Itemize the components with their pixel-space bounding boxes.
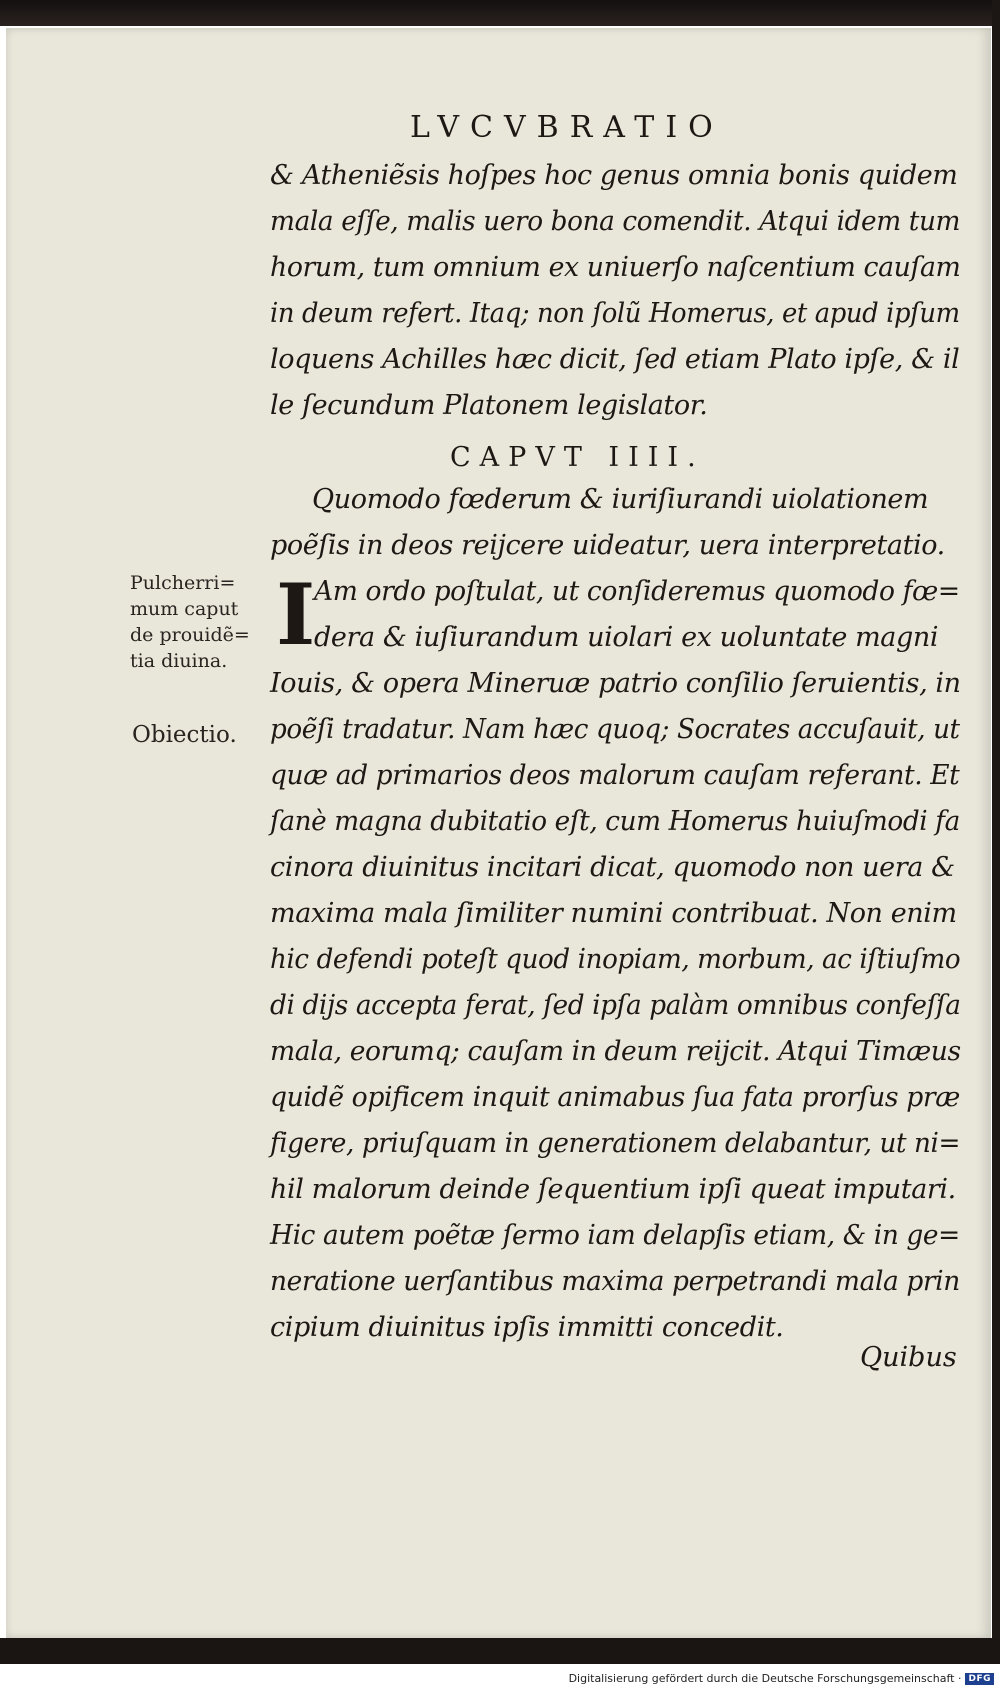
chapter-heading: CAPVT IIII. [450,442,705,473]
footer-text: Digitalisierung gefördert durch die Deutsche Forschungsgemeinschaft · [568,1672,962,1685]
text-line: loquens Achilles hæc dicit, ſed etiam Plato ipſe, & il [270,344,960,375]
margin-note-line: mum caput [130,598,239,620]
text-line: hil malorum deinde ſequentium ipſi queat imputari. [270,1174,956,1205]
text-line: di dijs accepta ferat, ſed ipſa palàm omnibus confeſſa [270,990,961,1021]
text-line: Iouis, & opera Mineruæ patrio conſilio ſeruientis, in [270,668,961,699]
text-line: mala, eorumq; cauſam in deum reijcit. Atqui Timæus [270,1036,961,1067]
text-line: neratione uerſantibus maxima perpetrandi mala prin [270,1266,960,1297]
drop-cap: I [276,565,316,664]
text-line: quidẽ opificem inquit animabus ſua fata prorſus præ [270,1082,960,1113]
text-line: maxima mala ſimiliter numini contribuat. Non enim [270,898,957,929]
text-line: figere, priuſquam in generationem delabantur, ut ni= [270,1128,961,1159]
dfg-logo: DFG [965,1673,994,1685]
margin-note-line: de prouidẽ= [130,624,250,646]
scan-bottom-border [0,1638,1000,1664]
chapter-summary-line: poẽſis in deos reijcere uideatur, uera interpretatio. [270,530,945,561]
text-line: ſanè magna dubitatio eſt, cum Homerus huiuſmodi fa [270,806,960,837]
text-line: & Atheniẽsis hoſpes hoc genus omnia bonis quidem [270,160,958,191]
text-line: in deum refert. Itaq; non ſolũ Homerus, et apud ipſum [270,298,960,329]
catchword: Quibus [860,1342,957,1373]
text-line: hic defendi poteſt quod inopiam, morbum, ac iſtiuſmo [270,944,961,975]
text-line: cinora diuinitus incitari dicat, quomodo non uera & [270,852,955,883]
digitization-footer [569,1672,994,1685]
text-line: le ſecundum Platonem legislator. [270,390,708,421]
text-line: quæ ad primarios deos malorum cauſam referant. Et [270,760,960,791]
text-line: Am ordo poſtulat, ut conſideremus quomodo fœ= [314,576,960,607]
text-line: Hic autem poẽtæ ſermo iam delapſis etiam, & in ge= [270,1220,960,1251]
margin-note-line: tia diuina. [130,650,228,672]
chapter-summary-line: Quomodo fœderum & iuriſiurandi uiolationem [312,484,929,515]
text-line: cipium diuinitus ipſis immitti concedit. [270,1312,784,1343]
text-line: dera & iuſiurandum uiolari ex uoluntate magni [314,622,939,653]
margin-note-providence [130,570,250,674]
scan-top-border [0,0,1000,26]
margin-note-objection: Obiectio. [132,722,237,748]
running-head: LVCVBRATIO [410,110,724,145]
text-line: poẽſi tradatur. Nam hæc quoq; Socrates accuſauit, ut [270,714,960,745]
margin-note-line: Pulcherri= [130,572,236,594]
scan-right-border [992,0,1000,1660]
text-line: mala eſſe, malis uero bona comendit. Atqui idem tum [270,206,961,237]
text-line: horum, tum omnium ex uniuerſo naſcentium cauſam [270,252,961,283]
